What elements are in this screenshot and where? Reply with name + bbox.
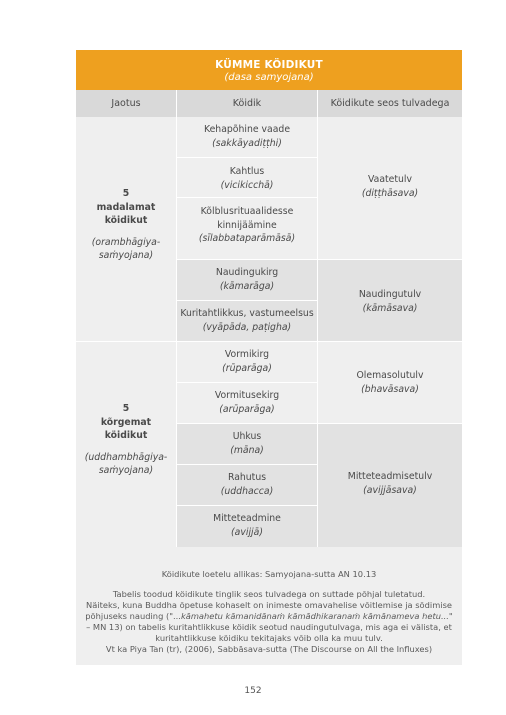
fetter-name-line2: kinnijäämine xyxy=(217,219,277,231)
influx-cell xyxy=(318,117,462,259)
group-higher-pali1: (uddhambhāgiya- xyxy=(84,451,168,463)
influx-name: Vaatetulv xyxy=(367,174,413,185)
fetter-pali: (māna) xyxy=(230,444,264,456)
col-header-koidik: Köidik xyxy=(177,90,317,117)
footnote-line: Tabelis toodud köidikute tinglik seos tulvadega on suttade põhjal tuletatud. xyxy=(112,589,426,599)
fetter-name: Kehapõhine vaade xyxy=(203,124,291,135)
influx-name: Naudingutulv xyxy=(358,289,422,300)
footnote-line: – MN 13) on tabelis kuritahtlikkuse köidik seotud naudingutulvaga, mis aga ei välista, et xyxy=(86,622,452,632)
fetter-pali: (kāmarāga) xyxy=(219,280,275,292)
footnote-line: kuritahtlikkuse köidiku tekitajaks võib olla ka muu tulv. xyxy=(155,633,383,643)
group-lower-name1: madalamat xyxy=(96,201,156,213)
footnote-line xyxy=(76,611,462,622)
fetter-pali: (avijjā) xyxy=(231,526,263,538)
group-lower-pali2: saṁyojana) xyxy=(98,250,154,261)
group-lower-num: 5 xyxy=(122,188,130,199)
group-higher-cell xyxy=(76,342,176,547)
fetter-name: Vormikirg xyxy=(224,349,270,360)
group-lower-pali1: (orambhāgiya- xyxy=(91,236,161,248)
influx-name: Mitteteadmisetulv xyxy=(347,471,433,482)
footnote-source: Köidikute loetelu allikas: Samyojana-sutta AN 10.13 xyxy=(161,569,377,579)
influx-pali: (diṭṭhāsava) xyxy=(361,187,419,199)
group-higher-name2: köidikut xyxy=(104,430,148,441)
influx-cell xyxy=(318,424,462,547)
fetter-name: Vormitusekirg xyxy=(214,390,280,401)
fetter-row xyxy=(177,383,317,423)
group-higher-pali2: saṁyojana) xyxy=(98,465,154,476)
group-lower-name2: köidikut xyxy=(104,215,148,226)
influx-cell xyxy=(318,342,462,423)
footnote-line: Näiteks, kuna Buddha õpetuse kohaselt on inimeste omavahelise võitlemise ja sõdimise xyxy=(85,600,453,610)
fetter-pali: (arūparāga) xyxy=(219,403,275,415)
page-number: 152 xyxy=(244,686,262,696)
fetter-row xyxy=(177,117,317,157)
fetter-pali: (vyāpāda, paṭigha) xyxy=(202,321,292,333)
fetter-row xyxy=(177,465,317,505)
fetter-pali: (sīlabbataparāmāsā) xyxy=(198,233,296,244)
col-header-seos: Köidikute seos tulvadega xyxy=(318,90,462,117)
fetter-row xyxy=(177,342,317,382)
table-title: KÜMME KÖIDIKUT xyxy=(215,59,323,71)
fetter-row xyxy=(177,506,317,547)
footnote-line: Vt ka Piya Tan (tr), (2006), Sabbāsava-sutta (The Discourse on All the Influxes) xyxy=(105,644,433,654)
fetter-name: Naudingukirg xyxy=(215,267,279,278)
group-higher-name1: kõrgemat xyxy=(100,416,152,428)
fetter-name: Mitteteadmine xyxy=(213,513,281,524)
fetter-pali: (uddhacca) xyxy=(220,485,274,497)
table-footnote xyxy=(76,547,462,665)
influx-pali: (bhavāsava) xyxy=(361,383,419,395)
table-subtitle: (dasa samyojana) xyxy=(224,72,314,83)
fetter-row xyxy=(177,301,317,341)
influx-pali: (kāmāsava) xyxy=(362,302,418,314)
footnote-pali-quote: kāmahetu kāmanidānaṁ kāmādhikaranaṁ kāmānameva hetu... xyxy=(180,611,449,621)
fetter-pali: (sakkāyadiṭṭhi) xyxy=(212,137,282,149)
fetter-row xyxy=(177,424,317,464)
footnote-text: põhjuseks nauding ("... xyxy=(85,611,181,621)
col-header-jaotus: Jaotus xyxy=(76,90,176,117)
fetter-row xyxy=(177,198,317,259)
group-lower-cell xyxy=(76,117,176,341)
fetter-name: Uhkus xyxy=(232,431,262,442)
fetter-pali: (vicikicchā) xyxy=(220,179,274,191)
influx-name: Olemasolutulv xyxy=(356,370,424,381)
table-title-banner xyxy=(76,50,462,90)
fetter-name: Kõlblusrituaalidesse xyxy=(200,206,294,217)
fetter-name: Kahtlus xyxy=(229,166,265,177)
fetter-pali: (rūparāga) xyxy=(222,362,272,374)
fetter-name: Rahutus xyxy=(227,472,267,483)
group-higher-num: 5 xyxy=(122,403,130,414)
influx-pali: (avijjāsava) xyxy=(363,484,417,496)
column-divider xyxy=(176,90,177,557)
influx-cell xyxy=(318,260,462,341)
fetter-name: Kuritahtlikkus, vastumeelsus xyxy=(180,308,314,319)
column-divider xyxy=(317,90,318,557)
fetter-row xyxy=(177,158,317,197)
fetter-row xyxy=(177,260,317,300)
footnote-text: " xyxy=(448,611,453,621)
